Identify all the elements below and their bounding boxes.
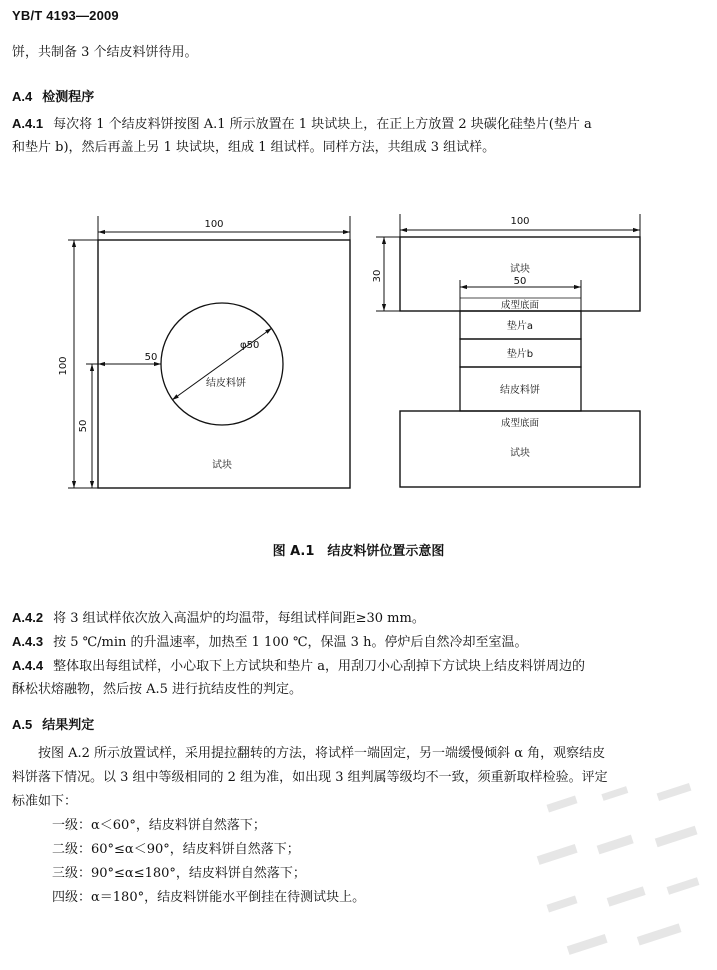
right-bottom-block-label: 试块	[510, 448, 530, 459]
right-dim-50-label: 50	[513, 276, 527, 287]
right-dim-30-label: 30	[372, 269, 383, 283]
intro-line: 饼，共制备 3 个结皮料饼待用。	[12, 45, 198, 60]
a5-paragraph-line3: 标准如下：	[12, 794, 78, 809]
a5-paragraph-line2: 料饼落下情况。以 3 组中等级相同的 2 组为准，如出现 3 组判属等级均不一致，须重新取样检验。评定	[12, 770, 608, 785]
grade-item-3: 三级：90°≤α≤180°，结皮料饼自然落下；	[52, 866, 306, 881]
right-dim-top-label: 100	[510, 216, 530, 227]
clause-a44-line2: 酥松状熔融物，然后按 A.5 进行抗结皮性的判定。	[12, 682, 303, 697]
section-a5-title: 结果判定	[42, 718, 95, 733]
right-base-top-label: 成型底面	[500, 300, 540, 311]
clause-a43	[12, 631, 527, 654]
center-dim-50-label: 50	[144, 352, 158, 363]
clause-a41-number: A.4.1	[12, 116, 44, 131]
seal-watermark	[507, 770, 717, 970]
right-base-bottom-label: 成型底面	[500, 418, 540, 429]
left-cake-label: 结皮料饼	[206, 378, 246, 389]
section-a4-number: A.4	[12, 89, 33, 104]
clause-a42-number: A.4.2	[12, 610, 44, 625]
clause-a42	[12, 607, 425, 630]
grade-item-1: 一级：α＜60°，结皮料饼自然落下；	[52, 818, 266, 833]
right-cake-label: 结皮料饼	[500, 385, 540, 396]
clause-a42-text: 将 3 组试样依次放入高温炉的均温带，每组试样间距≥30 mm。	[53, 611, 425, 626]
diameter-label: φ50	[240, 340, 260, 351]
left-dim-top-label: 100	[204, 219, 224, 230]
section-a5-number: A.5	[12, 717, 33, 732]
a5-paragraph-line1: 按图 A.2 所示放置试样，采用提拉翻转的方法，将试样一端固定，另一端缓慢倾斜 α 角，观察结皮	[38, 746, 606, 761]
left-dim-100-label: 100	[58, 356, 69, 376]
clause-a44-number: A.4.4	[12, 658, 44, 673]
right-top-block-label: 试块	[510, 264, 530, 275]
section-a4-heading	[12, 86, 94, 105]
clause-a43-number: A.4.3	[12, 634, 44, 649]
grade-item-4: 四级：α＝180°，结皮料饼能水平倒挂在待测试块上。	[52, 890, 366, 905]
clause-a44-text1: 整体取出每组试样，小心取下上方试块和垫片 a，用刮刀小心刮掉下方试块上结皮料饼周边的	[53, 659, 585, 674]
figure-a1	[0, 200, 717, 520]
section-a4-title: 检测程序	[42, 90, 95, 105]
pad-a-label: 垫片a	[506, 321, 534, 332]
clause-a41-line2: 和垫片 b)，然后再盖上另 1 块试块，组成 1 组试样。同样方法，共组成 3 组试样。	[12, 140, 496, 155]
section-a5-heading	[12, 714, 94, 733]
standard-code-header: YB/T 4193—2009	[12, 8, 119, 23]
figure-caption: 图 A.1 结皮料饼位置示意图	[272, 544, 445, 559]
left-block-label: 试块	[212, 460, 232, 471]
pad-b-label: 垫片b	[506, 349, 534, 360]
clause-a41-text1: 每次将 1 个结皮料饼按图 A.1 所示放置在 1 块试块上，在正上方放置 2 块碳化硅垫片(垫片 a	[53, 117, 592, 132]
grade-item-2: 二级：60°≤α＜90°，结皮料饼自然落下；	[52, 842, 300, 857]
clause-a43-text: 按 5 ℃/min 的升温速率，加热至 1 100 ℃，保温 3 h。停炉后自然冷却至室温。	[53, 635, 528, 650]
clause-a41-line1	[12, 113, 592, 136]
left-dim-50-label: 50	[78, 419, 89, 433]
clause-a44-line1	[12, 655, 585, 678]
